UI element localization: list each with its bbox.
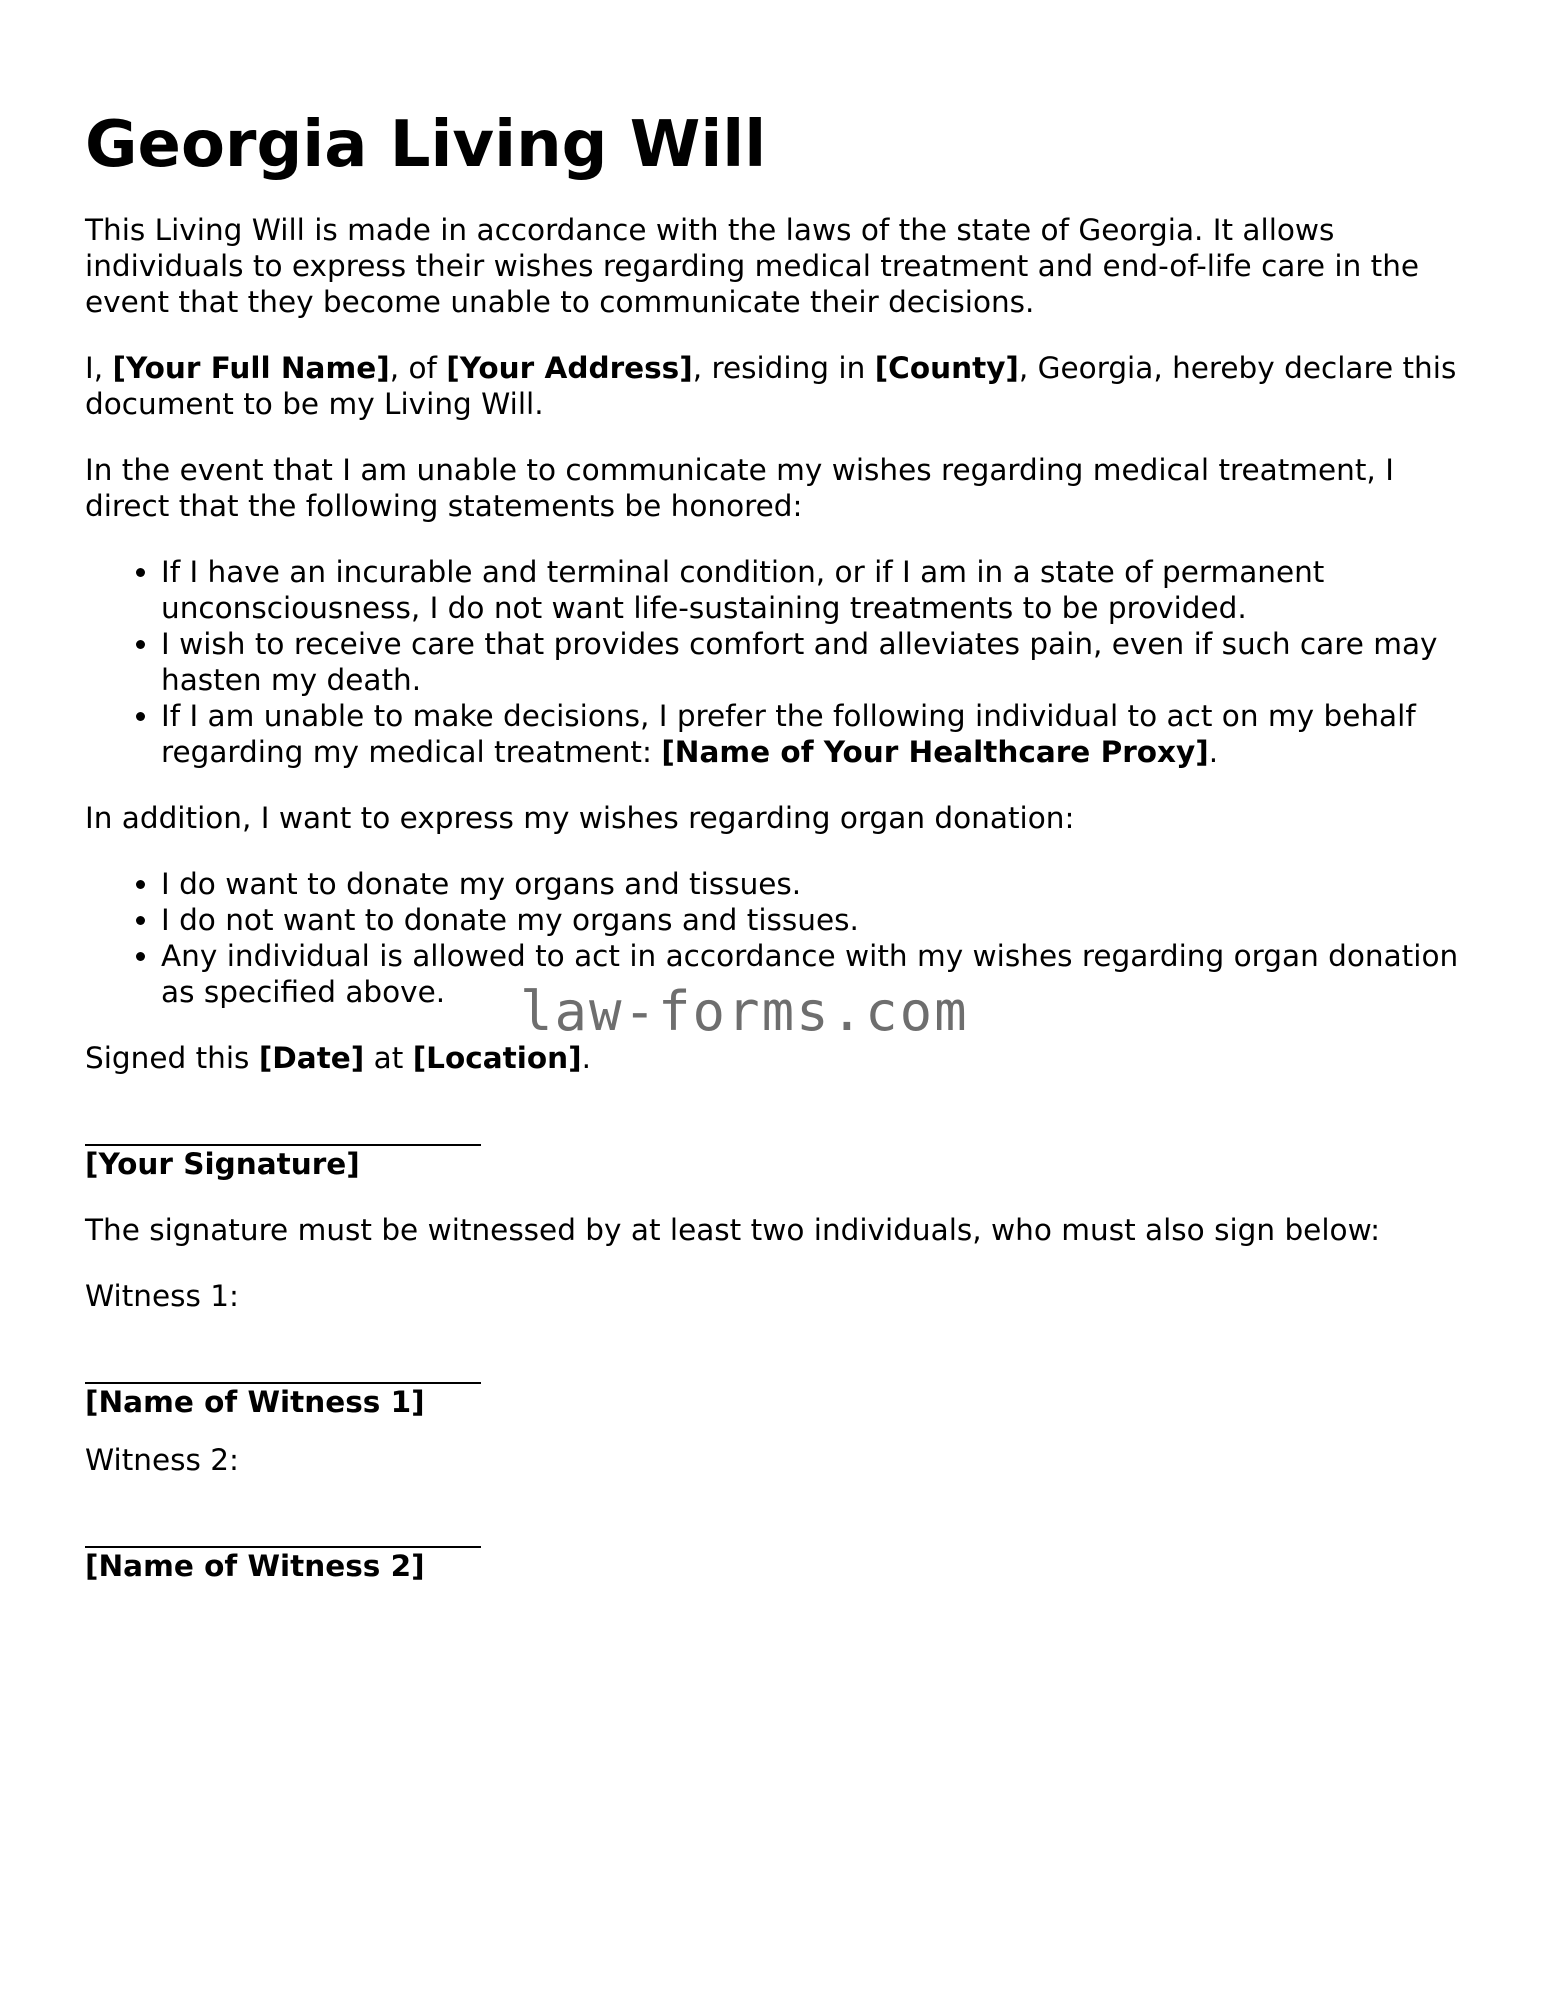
- declaration-text-2: , of: [389, 351, 447, 385]
- directive-item-end: .: [1208, 735, 1219, 769]
- organ-item: • I do want to donate my organs and tissues.: [161, 866, 1465, 902]
- date-placeholder: [Date]: [258, 1041, 365, 1075]
- declaration-text-4: , Georgia, hereby declare this document to be my Living Will.: [85, 351, 1457, 421]
- witness-intro: The signature must be witnessed by at least two individuals, who must also sign below:: [85, 1213, 1381, 1247]
- witness1-signature-line: [85, 1346, 481, 1384]
- witness2-name: [Name of Witness 2]: [85, 1549, 425, 1583]
- signed-text-1: Signed this: [85, 1041, 259, 1075]
- organ-item: • Any individual is allowed to act in accordance with my wishes regarding organ donation as specified above.: [161, 938, 1465, 1010]
- directive-intro: In the event that I am unable to communicate my wishes regarding medical treatment, I direct that the following statements be honored:: [85, 453, 1394, 523]
- document-page: [85, 100, 1465, 1614]
- directive-item: • If I have an incurable and terminal condition, or if I am in a state of permanent unconsciousness, I do not want life-sustaining treatments to be provided.: [161, 554, 1465, 626]
- county-placeholder: [County]: [874, 351, 1019, 385]
- address-placeholder: [Your Address]: [446, 351, 693, 385]
- directive-item: [161, 698, 1465, 770]
- witness2-label: Witness 2:: [85, 1443, 239, 1477]
- location-placeholder: [Location]: [412, 1041, 582, 1075]
- document-title: Georgia Living Will: [85, 108, 767, 182]
- declaration-text-3: , residing in: [692, 351, 875, 385]
- healthcare-proxy-placeholder: [Name of Your Healthcare Proxy]: [661, 735, 1209, 769]
- declaration-text-1: I,: [85, 351, 113, 385]
- witness2-signature-line: [85, 1510, 481, 1548]
- intro-paragraph: This Living Will is made in accordance with the laws of the state of Georgia. It allows individuals to express their wishes regarding medical treatment and end-of-life care in the event that they become unable to communicate their decisions.: [85, 213, 1420, 319]
- signed-text-2: at: [364, 1041, 413, 1075]
- directive-item-text: If I am unable to make decisions, I prefer the following individual to act on my behalf regarding my medical treatment:: [161, 699, 1416, 769]
- witness1-label: Witness 1:: [85, 1279, 239, 1313]
- declaration-paragraph: [85, 350, 1465, 422]
- witness1-name: [Name of Witness 1]: [85, 1385, 425, 1419]
- watermark: law-forms.com: [520, 980, 969, 1043]
- directive-item: • I wish to receive care that provides comfort and alleviates pain, even if such care may hasten my death.: [161, 626, 1465, 698]
- full-name-placeholder: [Your Full Name]: [112, 351, 390, 385]
- signature-label: [Your Signature]: [85, 1147, 360, 1181]
- directive-list: [85, 554, 1465, 770]
- signed-line: [85, 1040, 1465, 1076]
- organ-item: • I do not want to donate my organs and tissues.: [161, 902, 1465, 938]
- signature-line: [85, 1108, 481, 1146]
- organ-intro: In addition, I want to express my wishes regarding organ donation:: [85, 801, 1075, 835]
- signed-text-3: .: [581, 1041, 591, 1075]
